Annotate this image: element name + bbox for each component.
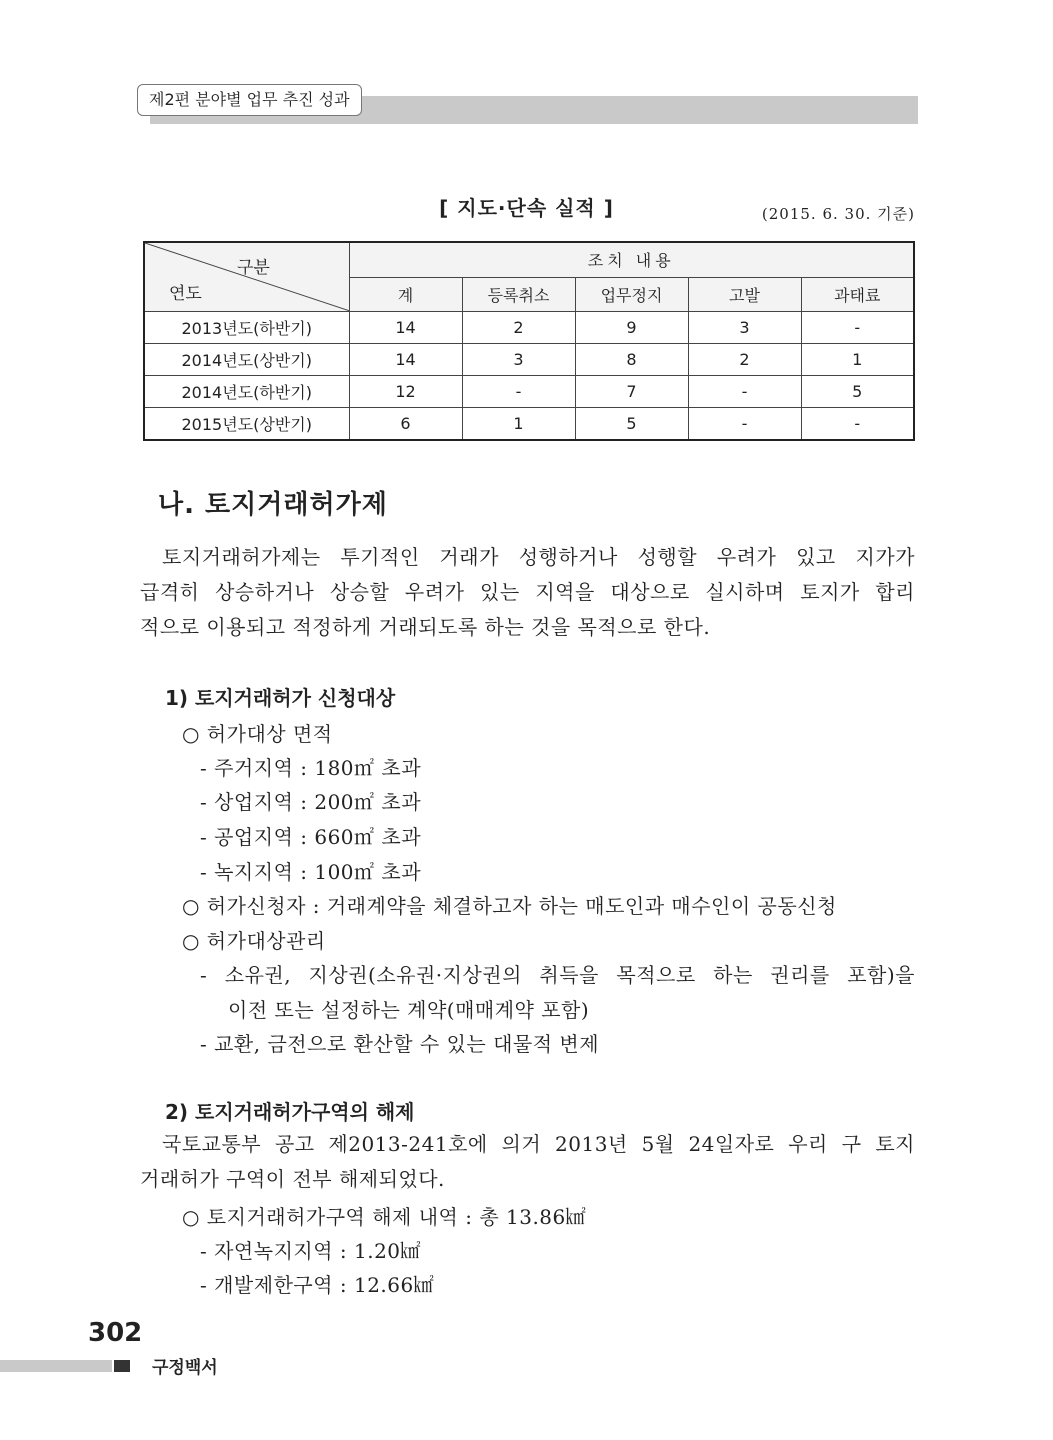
table-cell: 12 bbox=[349, 376, 462, 408]
paragraph-line: 급격히 상승하거나 상승할 우려가 있는 지역을 대상으로 실시하며 토지가 합리 bbox=[140, 580, 915, 604]
detail-item: - 자연녹지지역 : 1.20㎢ bbox=[200, 1239, 422, 1263]
intro-paragraph bbox=[140, 540, 915, 645]
table-cell: 8 bbox=[575, 344, 688, 376]
table-cell: 5 bbox=[801, 376, 914, 408]
paragraph-line: 적으로 이용되고 적정하게 거래되도록 하는 것을 목적으로 한다. bbox=[140, 615, 711, 639]
corner-label-category: 구분 bbox=[237, 258, 270, 278]
column-header: 고발 bbox=[688, 277, 801, 312]
footer-marker bbox=[114, 1360, 130, 1372]
table-row bbox=[144, 344, 914, 376]
row-year: 2014년도(상반기) bbox=[144, 344, 349, 376]
chapter-tab: 제2편 분야별 업무 추진 성과 bbox=[137, 84, 362, 116]
detail-item: - 개발제한구역 : 12.66㎢ bbox=[200, 1273, 435, 1297]
footer-book-title: 구정백서 bbox=[152, 1358, 218, 1378]
corner-label-year: 연도 bbox=[169, 284, 202, 304]
row-year: 2013년도(하반기) bbox=[144, 312, 349, 344]
table-cell: - bbox=[688, 408, 801, 441]
paragraph-line: 국토교통부 공고 제2013-241호에 의거 2013년 5월 24일자로 우리 구 토지 bbox=[162, 1132, 915, 1156]
paragraph-line: 거래허가 구역이 전부 해제되었다. bbox=[140, 1167, 445, 1191]
area-item: - 주거지역 : 180㎡ 초과 bbox=[200, 756, 422, 780]
table-cell: 3 bbox=[688, 312, 801, 344]
row-year: 2014년도(하반기) bbox=[144, 376, 349, 408]
release-paragraph bbox=[140, 1127, 915, 1197]
bullet-item: ○ 허가대상 면적 bbox=[182, 722, 333, 746]
bullet-item: ○ 토지거래허가구역 해제 내역 : 총 13.86㎢ bbox=[182, 1205, 587, 1229]
management-item: - 교환, 금전으로 환산할 수 있는 대물적 변제 bbox=[200, 1032, 600, 1056]
table-cell: 1 bbox=[462, 408, 575, 441]
column-header: 업무정지 bbox=[575, 277, 688, 312]
table-cell: 14 bbox=[349, 344, 462, 376]
table-cell: 1 bbox=[801, 344, 914, 376]
enforcement-table bbox=[143, 241, 915, 441]
table-title: [ 지도·단속 실적 ] bbox=[439, 196, 614, 220]
row-year: 2015년도(상반기) bbox=[144, 408, 349, 441]
area-item: - 상업지역 : 200㎡ 초과 bbox=[200, 790, 422, 814]
column-header: 등록취소 bbox=[462, 277, 575, 312]
group-header: 조치 내용 bbox=[349, 242, 914, 277]
bullet-item: ○ 허가대상관리 bbox=[182, 929, 326, 953]
page-number: 302 bbox=[88, 1318, 143, 1348]
management-item: - 소유권, 지상권(소유권·지상권의 취득을 목적으로 하는 권리를 포함)을 bbox=[200, 963, 915, 987]
table-date-note: (2015. 6. 30. 기준) bbox=[761, 205, 915, 223]
column-header: 과태료 bbox=[801, 277, 914, 312]
table-cell: - bbox=[801, 312, 914, 344]
subsection-title-1: 1) 토지거래허가 신청대상 bbox=[165, 686, 396, 710]
paragraph-line: 토지거래허가제는 투기적인 거래가 성행하거나 성행할 우려가 있고 지가가 bbox=[162, 545, 915, 569]
table-cell: 2 bbox=[462, 312, 575, 344]
section-heading: 나. 토지거래허가제 bbox=[158, 490, 388, 520]
footer-bar bbox=[0, 1360, 112, 1372]
table-cell: 6 bbox=[349, 408, 462, 441]
table-cell: - bbox=[688, 376, 801, 408]
column-header: 계 bbox=[349, 277, 462, 312]
table-cell: - bbox=[801, 408, 914, 441]
area-item: - 녹지지역 : 100㎡ 초과 bbox=[200, 860, 422, 884]
table-corner-cell bbox=[144, 242, 349, 312]
table-cell: 3 bbox=[462, 344, 575, 376]
table-row bbox=[144, 408, 914, 441]
table-cell: 5 bbox=[575, 408, 688, 441]
area-item: - 공업지역 : 660㎡ 초과 bbox=[200, 825, 422, 849]
table-row bbox=[144, 376, 914, 408]
subsection-title-2: 2) 토지거래허가구역의 해제 bbox=[165, 1100, 415, 1124]
table-cell: 2 bbox=[688, 344, 801, 376]
management-item-continued: 이전 또는 설정하는 계약(매매계약 포함) bbox=[228, 998, 590, 1022]
table-cell: 7 bbox=[575, 376, 688, 408]
table-cell: 9 bbox=[575, 312, 688, 344]
table-cell: 14 bbox=[349, 312, 462, 344]
bullet-item: ○ 허가신청자 : 거래계약을 체결하고자 하는 매도인과 매수인이 공동신청 bbox=[182, 894, 837, 918]
table-cell: - bbox=[462, 376, 575, 408]
table-row bbox=[144, 312, 914, 344]
